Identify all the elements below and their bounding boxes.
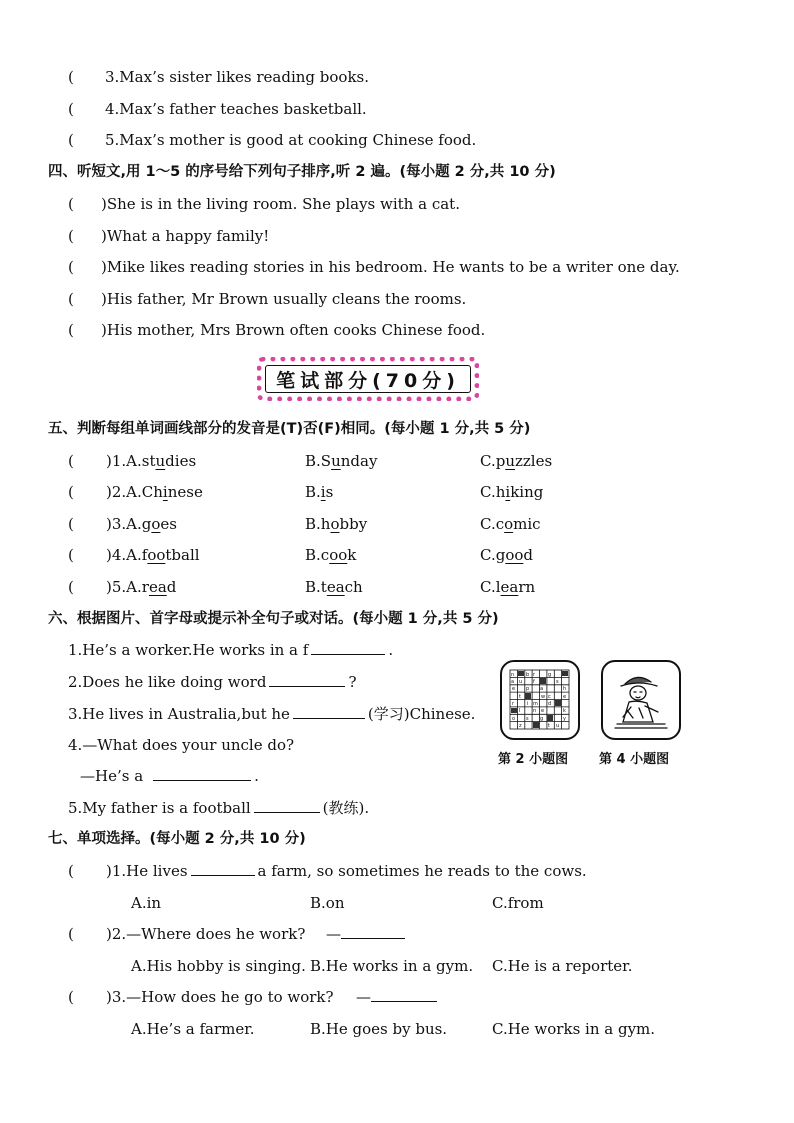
s7-q3-answer: — [356,987,440,1007]
option-a: )5.A.read [106,578,177,596]
svg-text:r: r [533,672,536,678]
svg-text:t: t [548,723,550,729]
person-icon [603,662,678,737]
svg-text:u: u [556,723,560,729]
svg-text:d: d [548,701,552,707]
svg-text:a: a [511,679,515,685]
svg-text:n: n [533,708,537,714]
svg-text:u: u [519,679,523,685]
svg-text:f: f [533,679,535,685]
s4-item: )Mike likes reading stories in his bedroom. He wants to be a writer one day. [101,258,680,276]
svg-text:o: o [512,716,516,722]
s7-q2-option-a: A.His hobby is singing. [131,957,306,975]
s4-item: )She is in the living room. She plays with a cat. [101,195,460,213]
s3-item-5: 5.Max’s mother is good at cooking Chinese food. [105,131,477,149]
s4-item: )What a happy family! [101,227,270,245]
answer-blank[interactable] [293,704,365,719]
s6-q4-question: 4.—What does your uncle do? [68,736,295,754]
picture-4-caption: 第 4 小题图 [599,752,670,767]
paren: ( [68,68,74,86]
option-b: B.is [305,483,334,501]
s4-item: )His father, Mr Brown usually cleans the rooms. [101,290,467,308]
word-puzzle-picture [500,660,580,740]
s7-q3: )3.—How does he go to work? [106,988,334,1006]
s7-q2-answer: — [326,924,408,944]
svg-text:e: e [541,708,545,714]
option-a: )2.A.Chinese [106,483,203,501]
option-b: B.cook [305,546,357,564]
svg-text:e: e [563,694,567,700]
option-c: C.hiking [480,483,544,501]
svg-text:l: l [519,708,521,714]
s4-item: )His mother, Mrs Brown often cooks Chinese food. [101,321,486,339]
s7-q1-option-a: A.in [131,894,162,912]
s7-q2-option-b: B.He works in a gym. [310,957,474,975]
s6-q1: 1.He’s a worker.He works in a f . [68,641,394,659]
answer-blank[interactable] [341,924,405,939]
job-picture [601,660,681,740]
paren: ( [68,258,74,276]
svg-text:c: c [548,694,551,700]
s7-q3-option-a: A.He’s a farmer. [131,1020,255,1038]
option-c: C.puzzles [480,452,553,470]
svg-text:b: b [526,672,530,678]
option-c: C.learn [480,578,536,596]
option-b: B.Sunday [305,452,378,470]
svg-text:w: w [541,694,546,700]
svg-text:y: y [563,716,566,722]
s3-item-3: 3.Max’s sister likes reading books. [105,68,370,86]
banner-text: 笔试部分(70分) [276,369,460,392]
answer-blank[interactable] [191,861,255,876]
paren: ( [68,988,74,1006]
answer-blank[interactable] [269,672,345,687]
option-a: )4.A.football [106,546,200,564]
s7-q2: )2.—Where does he work? [106,925,306,943]
s6-q2: 2.Does he like doing word ? [68,673,357,691]
puzzle-grid-icon [502,662,577,737]
svg-text:h: h [563,686,567,692]
paren: ( [68,321,74,339]
s7-q2-option-c: C.He is a reporter. [492,957,633,975]
answer-blank[interactable] [254,798,320,813]
s7-q1-option-b: B.on [310,894,345,912]
option-b: B.hobby [305,515,368,533]
svg-text:g: g [540,716,544,722]
answer-blank[interactable] [311,640,385,655]
paren: ( [68,131,74,149]
svg-text:t: t [519,694,521,700]
s3-item-4: 4.Max’s father teaches basketball. [105,100,367,118]
svg-text:g: g [548,672,552,678]
section-4-header: 四、听短文,用 1～5 的序号给下列句子排序,听 2 遍。(每小题 2 分,共 10 分) [48,164,556,180]
svg-text:a: a [540,686,544,692]
svg-text:z: z [519,723,522,729]
answer-blank[interactable] [371,987,437,1002]
s7-q3-option-c: C.He works in a gym. [492,1020,656,1038]
paren: ( [68,862,74,880]
svg-text:i: i [527,701,529,707]
svg-text:s: s [526,716,529,722]
option-a: )3.A.goes [106,515,177,533]
s6-q3: 3.He lives in Australia,but he (学习)Chinese. [68,705,476,723]
section-5-header: 五、判断每组单词画线部分的发音是(T)否(F)相同。(每小题 1 分,共 5 分) [48,421,531,437]
svg-text:s: s [556,679,559,685]
s6-q5: 5.My father is a football (教练). [68,799,370,817]
paren: ( [68,290,74,308]
s7-q3-option-b: B.He goes by bus. [310,1020,448,1038]
s7-q1-option-c: C.from [492,894,544,912]
section-7-header: 七、单项选择。(每小题 2 分,共 10 分) [48,831,306,847]
section-6-header: 六、根据图片、首字母或提示补全句子或对话。(每小题 1 分,共 5 分) [48,611,499,627]
written-part-banner [257,357,479,401]
paren: ( [68,195,74,213]
option-c: C.good [480,546,533,564]
picture-2-caption: 第 2 小题图 [498,752,569,767]
svg-text:e: e [512,686,516,692]
option-b: B.teach [305,578,363,596]
paren: ( [68,100,74,118]
svg-text:k: k [563,708,566,714]
paren: ( [68,227,74,245]
option-a: )1.A.studies [106,452,197,470]
svg-text:p: p [526,686,530,692]
answer-blank[interactable] [153,766,251,781]
svg-text:m: m [533,701,538,707]
s7-q1: )1.He lives a farm, so sometimes he reads to the cows. [106,862,587,880]
paren: ( [68,925,74,943]
s6-q4-answer: —He’s a . [80,767,259,785]
svg-text:r: r [512,701,515,707]
option-c: C.comic [480,515,541,533]
svg-text:n: n [511,672,515,678]
